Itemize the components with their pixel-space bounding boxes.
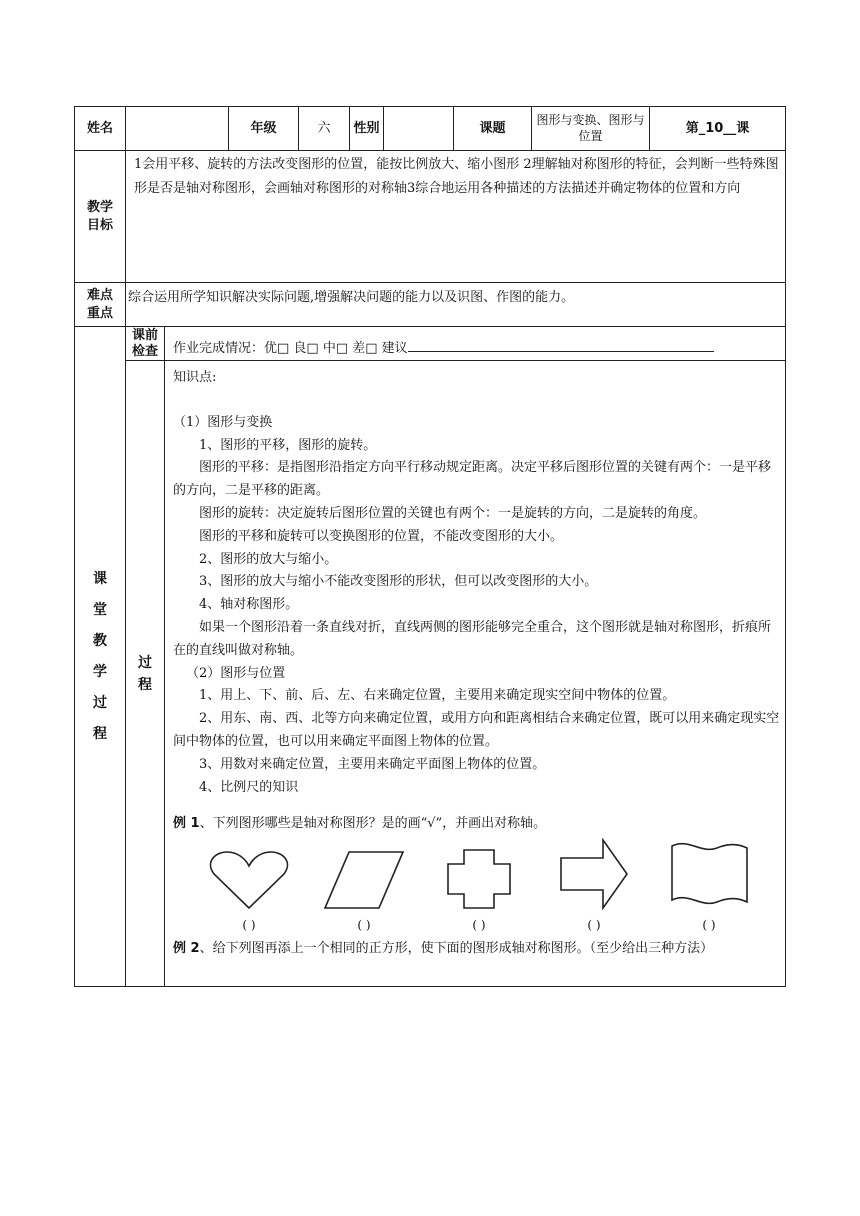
cross-shape-icon bbox=[446, 848, 512, 910]
goals-text: 1会用平移、旋转的方法改变图形的位置，能按比例放大、缩小图形 2理解轴对称图形的特征，会判断一些特殊图形是否是轴对称图形，会画轴对称图形的对称轴3综合地运用各种描述的方法描述并确定物体的位置和方向 bbox=[126, 151, 786, 283]
example-2-text: 、给下列图再添上一个相同的正方形，使下面的图形成轴对称图形。（至少给出三种方法） bbox=[199, 941, 714, 957]
answer-blank-1[interactable]: ( ) bbox=[242, 918, 256, 933]
transform-note: 图形的平移和旋转可以变换图形的位置，不能改变图形的大小。 bbox=[199, 528, 564, 544]
vertical-char: 过 bbox=[93, 694, 107, 711]
name-label: 姓名 bbox=[75, 107, 126, 151]
shape-cross bbox=[429, 848, 529, 932]
arrow-shape-icon bbox=[559, 838, 629, 910]
shape-arrow bbox=[544, 838, 644, 932]
precheck-label: 课前检查 bbox=[126, 327, 165, 361]
classroom-label-chars bbox=[75, 564, 125, 750]
answer-blank-5[interactable]: ( ) bbox=[702, 918, 716, 933]
topic-label: 课题 bbox=[454, 107, 532, 151]
gender-label: 性别 bbox=[350, 107, 384, 151]
process-content bbox=[165, 361, 786, 987]
point-4: 4、轴对称图形。 bbox=[199, 597, 299, 613]
shape-heart bbox=[199, 850, 299, 932]
vertical-char: 程 bbox=[138, 676, 152, 693]
vertical-char: 学 bbox=[93, 663, 107, 680]
section-position: （2）图形与位置 bbox=[186, 665, 286, 681]
position-4: 4、比例尺的知识 bbox=[199, 779, 299, 795]
position-3: 3、用数对来确定位置，主要用来确定平面图上物体的位置。 bbox=[199, 756, 546, 772]
parallelogram-shape-icon bbox=[323, 850, 405, 910]
difficulty-text: 综合运用所学知识解决实际问题,增强解决问题的能力以及识图、作图的能力。 bbox=[126, 283, 786, 327]
example-2-label: 例 2 bbox=[173, 941, 200, 957]
heart-shape-icon bbox=[209, 850, 289, 910]
point-3: 3、图形的放大与缩小不能改变图形的形状，但可以改变图形的大小。 bbox=[199, 574, 598, 590]
translation-def: 图形的平移：是指图形沿指定方向平行移动规定距离。决定平移后图形位置的关键有两个：一是平移的方向，二是平移的距离。 bbox=[173, 460, 772, 499]
answer-blank-2[interactable]: ( ) bbox=[357, 918, 371, 933]
point-1: 1、图形的平移，图形的旋转。 bbox=[199, 437, 377, 453]
answer-blank-4[interactable]: ( ) bbox=[587, 918, 601, 933]
position-1: 1、用上、下、前、后、左、右来确定位置，主要用来确定现实空间中物体的位置。 bbox=[199, 688, 676, 704]
position-2: 2、用东、南、西、北等方向来确定位置，或用方向和距离相结合来确定位置，既可以用来确定现实空间中物体的位置，也可以用来确定平面图上物体的位置。 bbox=[173, 711, 780, 749]
topic-value: 图形与变换、图形与位置 bbox=[532, 107, 650, 151]
example-1-text: 、下列图形哪些是轴对称图形？是的画“√”，并画出对称轴。 bbox=[199, 816, 547, 832]
precheck-text: 作业完成情况：优□ 良□ 中□ 差□ 建议 bbox=[173, 341, 408, 357]
classroom-label bbox=[75, 327, 126, 987]
precheck-row bbox=[165, 327, 786, 361]
vertical-char: 程 bbox=[93, 725, 107, 742]
grade-label: 年级 bbox=[229, 107, 299, 151]
flag-shape-icon bbox=[669, 840, 749, 910]
vertical-char: 课 bbox=[93, 570, 107, 587]
knowledge-heading: 知识点: bbox=[173, 370, 217, 385]
process-label bbox=[126, 361, 165, 987]
shape-flag bbox=[659, 840, 759, 932]
vertical-char: 教 bbox=[93, 632, 107, 649]
name-value-cell bbox=[126, 107, 229, 151]
suggestion-line bbox=[408, 338, 714, 352]
section-transform: （1）图形与变换 bbox=[173, 414, 273, 430]
example-1-label: 例 1 bbox=[173, 816, 200, 832]
spacer-line bbox=[173, 390, 781, 412]
grade-value: 六 bbox=[299, 107, 350, 151]
answer-blank-3[interactable]: ( ) bbox=[472, 918, 486, 933]
vertical-char: 堂 bbox=[93, 601, 107, 618]
shape-parallelogram bbox=[314, 850, 414, 932]
gender-value-cell bbox=[384, 107, 454, 151]
lesson-plan-table bbox=[74, 106, 785, 987]
vertical-char: 过 bbox=[138, 654, 152, 671]
symmetry-def: 如果一个图形沿着一条直线对折，直线两侧的图形能够完全重合，这个图形就是轴对称图形，折痕所在的直线叫做对称轴。 bbox=[173, 619, 772, 658]
process-label-chars bbox=[126, 652, 164, 696]
point-2: 2、图形的放大与缩小。 bbox=[199, 551, 338, 567]
rotation-def: 图形的旋转：决定旋转后图形位置的关键也有两个：一是旋转的方向，二是旋转的角度。 bbox=[199, 505, 707, 521]
lesson-number: 第_10__课 bbox=[650, 107, 786, 151]
spacer-line-2 bbox=[173, 799, 781, 813]
example-1-shapes bbox=[173, 836, 781, 932]
goals-label: 教学目标 bbox=[75, 151, 126, 283]
difficulty-label: 难点重点 bbox=[75, 283, 126, 327]
example-1 bbox=[173, 813, 781, 836]
example-2 bbox=[173, 938, 781, 961]
